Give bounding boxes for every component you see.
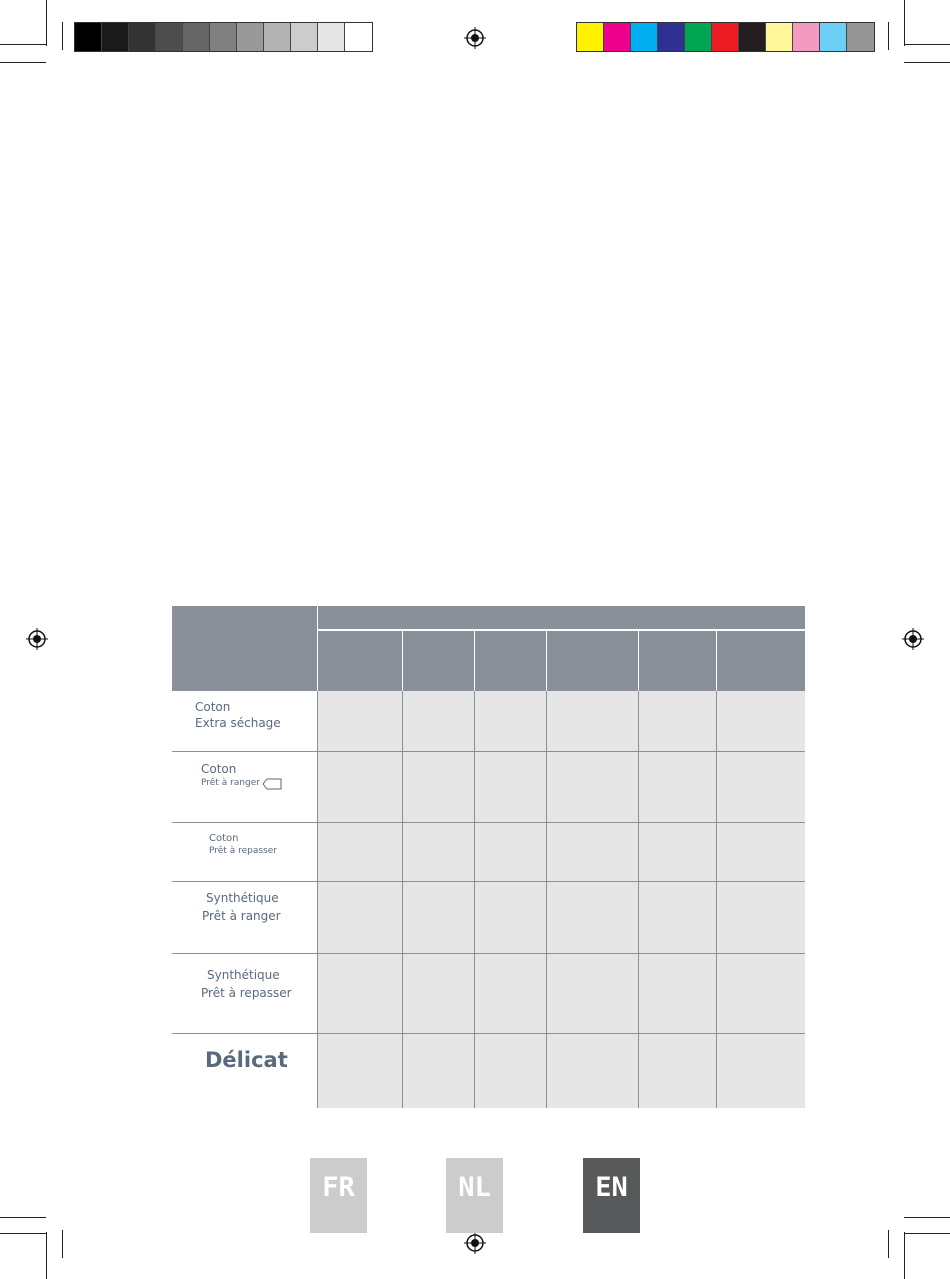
row-label-delicat: Délicat (172, 1033, 317, 1108)
tag-icon (262, 778, 282, 790)
row-label-synthetique-pret-a-ranger: Synthétique Prêt à ranger (172, 881, 317, 953)
table-cell (317, 953, 402, 1033)
color-swatch (102, 23, 129, 51)
color-swatch (766, 23, 793, 51)
color-swatch (156, 23, 183, 51)
table-cell (474, 822, 546, 881)
color-swatch (658, 23, 685, 51)
crop-mark (904, 44, 950, 45)
table-cell (638, 953, 716, 1033)
crop-mark (904, 62, 950, 63)
table-cell (638, 1033, 716, 1108)
crop-mark (888, 22, 889, 50)
color-swatch (847, 23, 874, 51)
color-swatch (793, 23, 820, 51)
row-label-synthetique-pret-a-repasser: Synthétique Prêt à repasser (172, 953, 317, 1033)
color-swatch (345, 23, 372, 51)
table-cell (546, 1033, 638, 1108)
table-cell (317, 691, 402, 751)
table-cell (317, 881, 402, 953)
language-tab-nl[interactable]: NL (446, 1158, 503, 1233)
table-cell (402, 953, 474, 1033)
column-header (402, 631, 474, 691)
table-cell (317, 1033, 402, 1108)
crop-mark (62, 22, 63, 50)
crop-mark (46, 1232, 47, 1279)
table-cell (716, 822, 805, 881)
color-swatch (237, 23, 264, 51)
table-cell (638, 881, 716, 953)
color-swatch (183, 23, 210, 51)
column-header (317, 631, 402, 691)
color-swatch (739, 23, 766, 51)
color-swatch (264, 23, 291, 51)
crop-mark (888, 1230, 889, 1258)
language-tab-en[interactable]: EN (583, 1158, 640, 1233)
registration-mark-icon (26, 628, 48, 650)
crop-mark (0, 1217, 46, 1218)
color-swatch (604, 23, 631, 51)
drying-program-table (172, 606, 805, 1108)
table-cell (402, 881, 474, 953)
color-swatch (291, 23, 318, 51)
table-cell (317, 751, 402, 822)
color-swatch (820, 23, 847, 51)
color-swatch (712, 23, 739, 51)
table-header-top (317, 606, 805, 631)
color-swatch (577, 23, 604, 51)
table-cell (474, 1033, 546, 1108)
row-label-coton-extra-sechage: Coton Extra séchage (195, 700, 281, 730)
table-cell (716, 881, 805, 953)
color-swatch (631, 23, 658, 51)
color-swatch (129, 23, 156, 51)
table-cell (716, 953, 805, 1033)
color-swatch (75, 23, 102, 51)
table-cell (638, 751, 716, 822)
cmyk-color-bar (576, 22, 875, 52)
table-cell (716, 691, 805, 751)
crop-mark (46, 0, 47, 46)
table-header-corner (172, 606, 317, 691)
column-header (546, 631, 638, 691)
table-cell (402, 751, 474, 822)
color-swatch (210, 23, 237, 51)
row-label-coton-pret-a-ranger: Coton Prêt à ranger (172, 751, 317, 822)
table-cell (716, 751, 805, 822)
table-cell (716, 1033, 805, 1108)
crop-mark (0, 62, 46, 63)
column-header (716, 631, 805, 691)
table-cell (474, 751, 546, 822)
crop-mark (62, 1230, 63, 1258)
language-tab-fr[interactable]: FR (310, 1158, 367, 1233)
table-cell (402, 822, 474, 881)
color-swatch (685, 23, 712, 51)
table-cell (546, 822, 638, 881)
table-cell (474, 953, 546, 1033)
column-header (638, 631, 716, 691)
crop-mark (904, 1232, 905, 1279)
table-cell (317, 822, 402, 881)
registration-mark-icon (464, 1232, 486, 1254)
registration-mark-icon (902, 628, 924, 650)
crop-mark (0, 1233, 46, 1234)
registration-mark-icon (464, 27, 486, 49)
crop-mark (0, 44, 46, 45)
table-cell (402, 1033, 474, 1108)
crop-mark (904, 1233, 950, 1234)
table-cell (402, 691, 474, 751)
crop-mark (904, 0, 905, 46)
row-label-coton-pret-a-repasser: Coton Prêt à repasser (172, 822, 317, 881)
table-cell (546, 751, 638, 822)
table-cell (546, 953, 638, 1033)
table-cell (474, 881, 546, 953)
table-cell (638, 822, 716, 881)
table-cell (474, 691, 546, 751)
table-cell (546, 881, 638, 953)
color-swatch (318, 23, 345, 51)
table-cell (546, 691, 638, 751)
crop-mark (904, 1217, 950, 1218)
column-header (474, 631, 546, 691)
gray-color-bar (74, 22, 373, 52)
table-cell (638, 691, 716, 751)
